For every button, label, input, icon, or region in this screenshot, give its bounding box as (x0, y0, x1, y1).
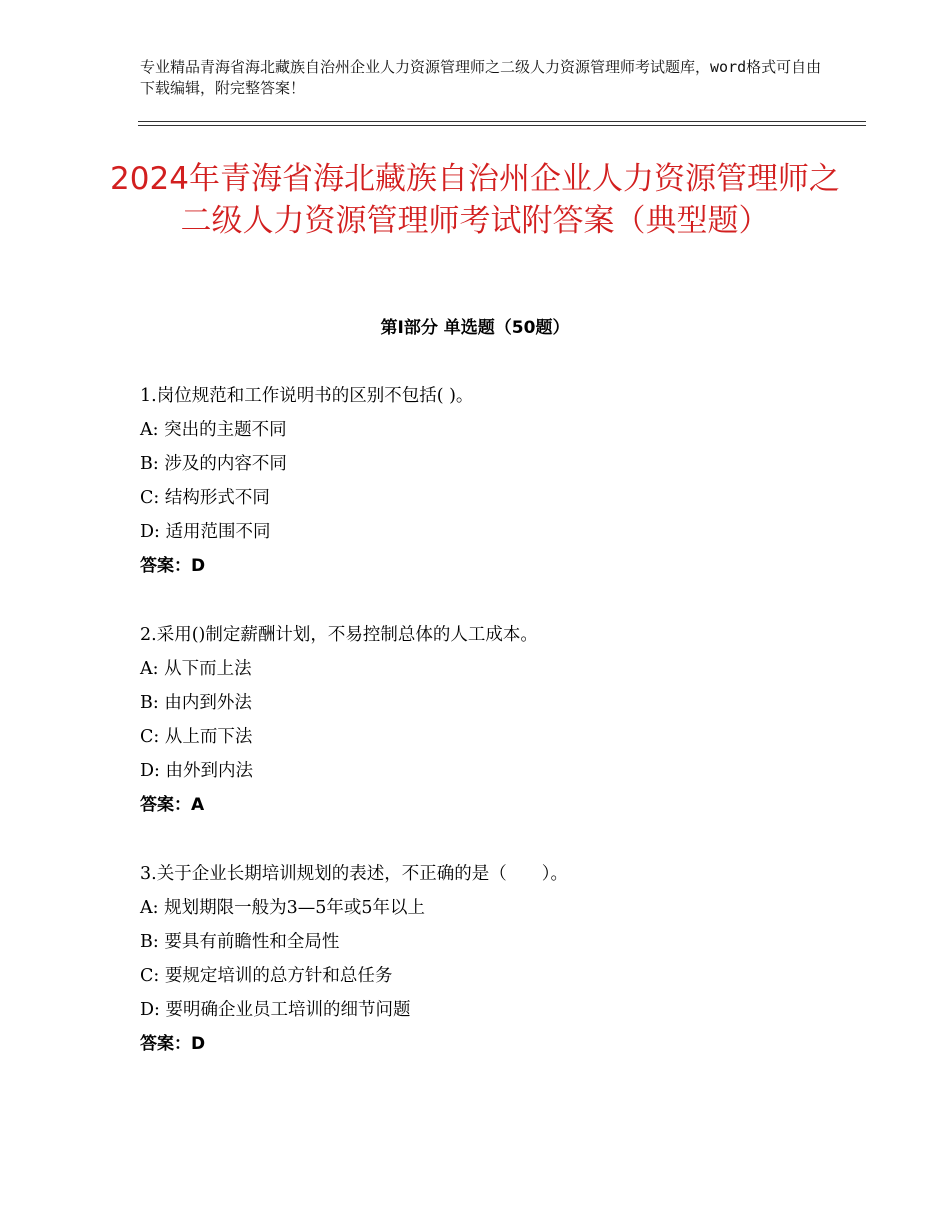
header-note: 专业精品青海省海北藏族自治州企业人力资源管理师之二级人力资源管理师考试题库，word格式可自由下载编辑，附完整答案！ (140, 58, 822, 97)
option-b: B: 由内到外法 (140, 693, 252, 713)
option-d: D: 要明确企业员工培训的细节问题 (140, 1000, 411, 1020)
question-stem: 1.岗位规范和工作说明书的区别不包括( )。 (140, 386, 474, 406)
answer: 答案：D (140, 556, 206, 576)
option-d: D: 由外到内法 (140, 761, 253, 781)
option-d: D: 适用范围不同 (140, 522, 271, 542)
option-b: B: 涉及的内容不同 (140, 454, 287, 474)
option-a: A: 突出的主题不同 (140, 420, 287, 440)
header-divider (138, 121, 866, 126)
option-a: A: 从下而上法 (140, 659, 252, 679)
option-c: C: 要规定培训的总方针和总任务 (140, 966, 393, 986)
question-3 (140, 857, 840, 1061)
question-stem: 3.关于企业长期培训规划的表述，不正确的是（ ）。 (140, 864, 568, 884)
answer: 答案：A (140, 795, 205, 815)
document-title: 2024年青海省海北藏族自治州企业人力资源管理师之二级人力资源管理师考试附答案（典型题） (110, 161, 840, 239)
question-2 (140, 618, 840, 822)
question-1 (140, 379, 840, 583)
option-c: C: 从上而下法 (140, 727, 253, 747)
option-c: C: 结构形式不同 (140, 488, 270, 508)
option-a: A: 规划期限一般为3—5年或5年以上 (140, 898, 425, 918)
section-title: 第Ⅰ部分 单选题（50题） (380, 318, 570, 338)
question-stem: 2.采用()制定薪酬计划，不易控制总体的人工成本。 (140, 625, 538, 645)
answer: 答案：D (140, 1034, 206, 1054)
option-b: B: 要具有前瞻性和全局性 (140, 932, 340, 952)
